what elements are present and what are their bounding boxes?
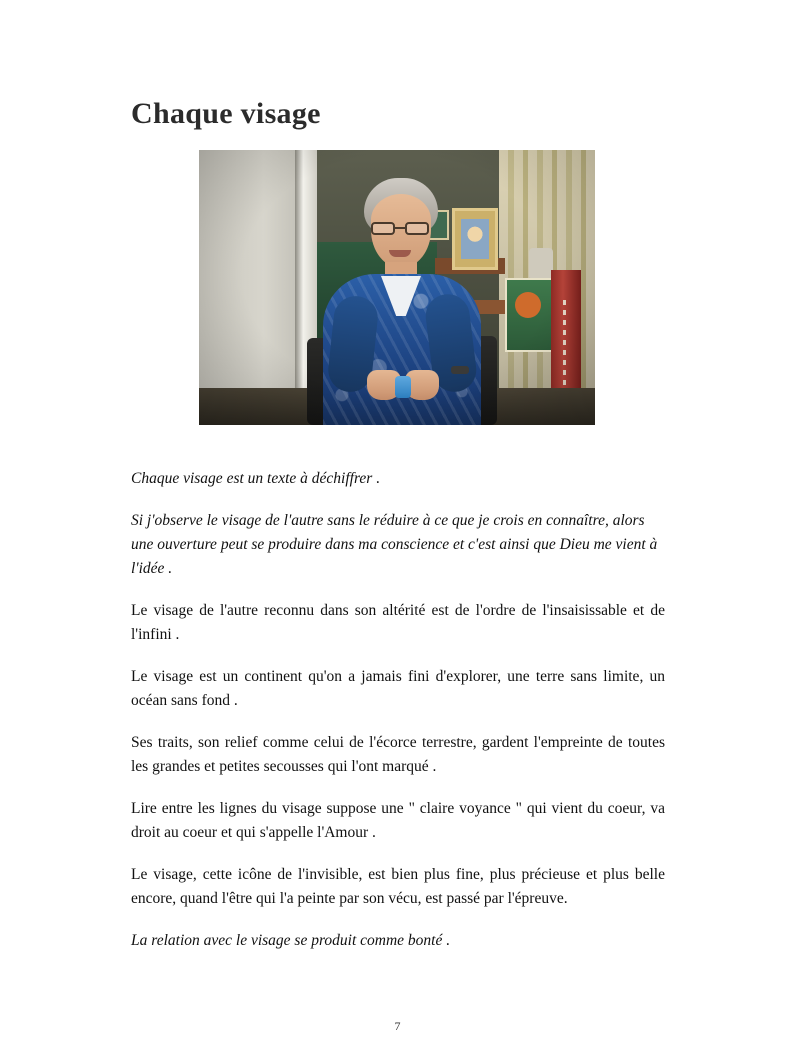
- paragraph: Le visage est un continent qu'on a jamais fini d'explorer, une terre sans limite, un océan sans fond .: [131, 668, 665, 710]
- page-title: Chaque visage: [131, 97, 321, 130]
- paragraph: Ses traits, son relief comme celui de l'écorce terrestre, gardent l'empreinte de toutes les grandes et petites secousses qui l'ont marqué .: [131, 734, 665, 776]
- paragraph: Le visage, cette icône de l'invisible, est bien plus fine, plus précieuse et plus belle encore, quand l'être qui l'a peinte par son vécu, est passé par l'épreuve.: [131, 866, 665, 908]
- figure-photo: [199, 150, 595, 425]
- photo-elderly-woman-seated: [199, 150, 595, 425]
- document-body: [131, 96, 665, 971]
- paragraph: Chaque visage est un texte à déchiffrer .: [131, 470, 381, 487]
- paragraph-list: [131, 467, 665, 953]
- page-number: 7: [394, 1019, 401, 1033]
- paragraph: Lire entre les lignes du visage suppose une " claire voyance " qui vient du coeur, va droit au coeur et qui s'appelle l'Amour .: [131, 800, 665, 842]
- photo-vignette: [199, 150, 595, 425]
- paragraph: Si j'observe le visage de l'autre sans le réduire à ce que je crois en connaître, alors une ouverture peut se produire dans ma conscience et c'est ainsi que Dieu me vient à l'idée .: [131, 512, 658, 578]
- paragraph: La relation avec le visage se produit comme bonté .: [131, 932, 451, 950]
- paragraph: Le visage de l'autre reconnu dans son altérité est de l'ordre de l'insaisissable et de l'infini .: [131, 602, 665, 644]
